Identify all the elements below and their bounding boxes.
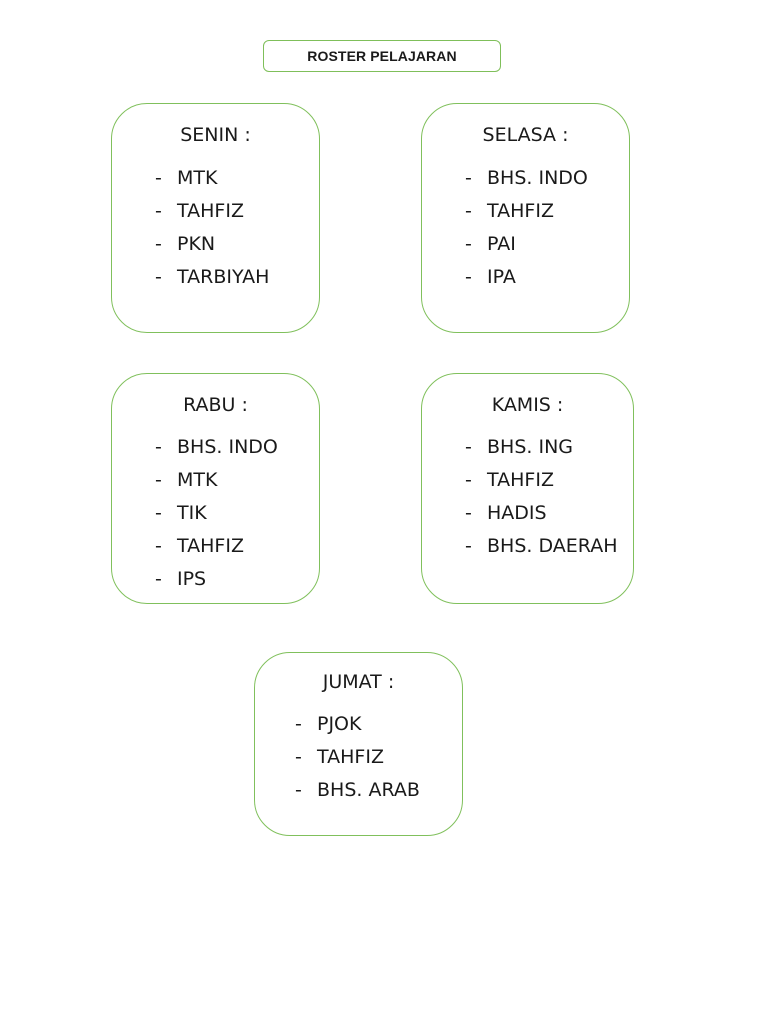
bullet-dash-icon: -: [155, 167, 162, 189]
subject-label: BHS. DAERAH: [487, 535, 618, 557]
subject-label: TAHFIZ: [177, 535, 244, 557]
day-name: RABU :: [183, 394, 248, 416]
day-name: SENIN :: [180, 124, 251, 146]
bullet-dash-icon: -: [295, 779, 302, 801]
bullet-dash-icon: -: [465, 502, 472, 524]
subject-list: [465, 431, 617, 563]
day-name: KAMIS :: [491, 394, 564, 416]
subject-label: HADIS: [487, 502, 547, 524]
bullet-dash-icon: -: [465, 436, 472, 458]
subject-item: [155, 261, 269, 294]
subject-label: BHS. ING: [487, 436, 574, 458]
subject-item: [155, 195, 269, 228]
subject-item: [465, 162, 588, 195]
subject-item: [465, 195, 588, 228]
subject-item: [295, 741, 420, 774]
subject-label: IPA: [487, 266, 516, 288]
subject-item: [155, 563, 278, 596]
bullet-dash-icon: -: [155, 535, 162, 557]
subject-item: [465, 261, 588, 294]
subject-item: [295, 708, 420, 741]
day-card-jumat: [254, 652, 463, 836]
day-name: JUMAT :: [322, 671, 395, 693]
bullet-dash-icon: -: [155, 436, 162, 458]
bullet-dash-icon: -: [465, 200, 472, 222]
bullet-dash-icon: -: [155, 469, 162, 491]
day-name: SELASA :: [482, 124, 569, 146]
subject-label: TIK: [177, 502, 207, 524]
subject-item: [155, 162, 269, 195]
subject-item: [155, 530, 278, 563]
subject-label: PAI: [487, 233, 516, 255]
subject-item: [465, 464, 617, 497]
day-card-selasa: [421, 103, 630, 333]
subject-label: TAHFIZ: [487, 469, 554, 491]
subject-label: TARBIYAH: [177, 266, 270, 288]
bullet-dash-icon: -: [155, 200, 162, 222]
subject-item: [155, 431, 278, 464]
subject-item: [295, 774, 420, 807]
subject-list: [465, 162, 588, 294]
bullet-dash-icon: -: [465, 469, 472, 491]
subject-item: [465, 530, 617, 563]
subject-list: [155, 431, 278, 596]
subject-list: [155, 162, 269, 294]
subject-item: [155, 228, 269, 261]
day-card-rabu: [111, 373, 320, 604]
bullet-dash-icon: -: [465, 233, 472, 255]
subject-item: [155, 464, 278, 497]
subject-label: PKN: [177, 233, 216, 255]
subject-label: TAHFIZ: [487, 200, 554, 222]
bullet-dash-icon: -: [465, 535, 472, 557]
subject-label: TAHFIZ: [317, 746, 384, 768]
bullet-dash-icon: -: [155, 568, 162, 590]
subject-label: MTK: [177, 167, 218, 189]
subject-list: [295, 708, 420, 807]
bullet-dash-icon: -: [155, 266, 162, 288]
subject-item: [465, 431, 617, 464]
subject-label: BHS. INDO: [177, 436, 278, 458]
day-card-senin: [111, 103, 320, 333]
subject-label: TAHFIZ: [177, 200, 244, 222]
bullet-dash-icon: -: [465, 167, 472, 189]
bullet-dash-icon: -: [465, 266, 472, 288]
subject-item: [465, 497, 617, 530]
bullet-dash-icon: -: [155, 502, 162, 524]
day-card-kamis: [421, 373, 634, 604]
subject-label: MTK: [177, 469, 218, 491]
subject-label: PJOK: [317, 713, 362, 735]
subject-label: IPS: [177, 568, 207, 590]
bullet-dash-icon: -: [295, 746, 302, 768]
subject-item: [465, 228, 588, 261]
subject-label: BHS. ARAB: [317, 779, 420, 801]
subject-label: BHS. INDO: [487, 167, 588, 189]
bullet-dash-icon: -: [155, 233, 162, 255]
subject-item: [155, 497, 278, 530]
page-title: ROSTER PELAJARAN: [263, 40, 501, 72]
bullet-dash-icon: -: [295, 713, 302, 735]
